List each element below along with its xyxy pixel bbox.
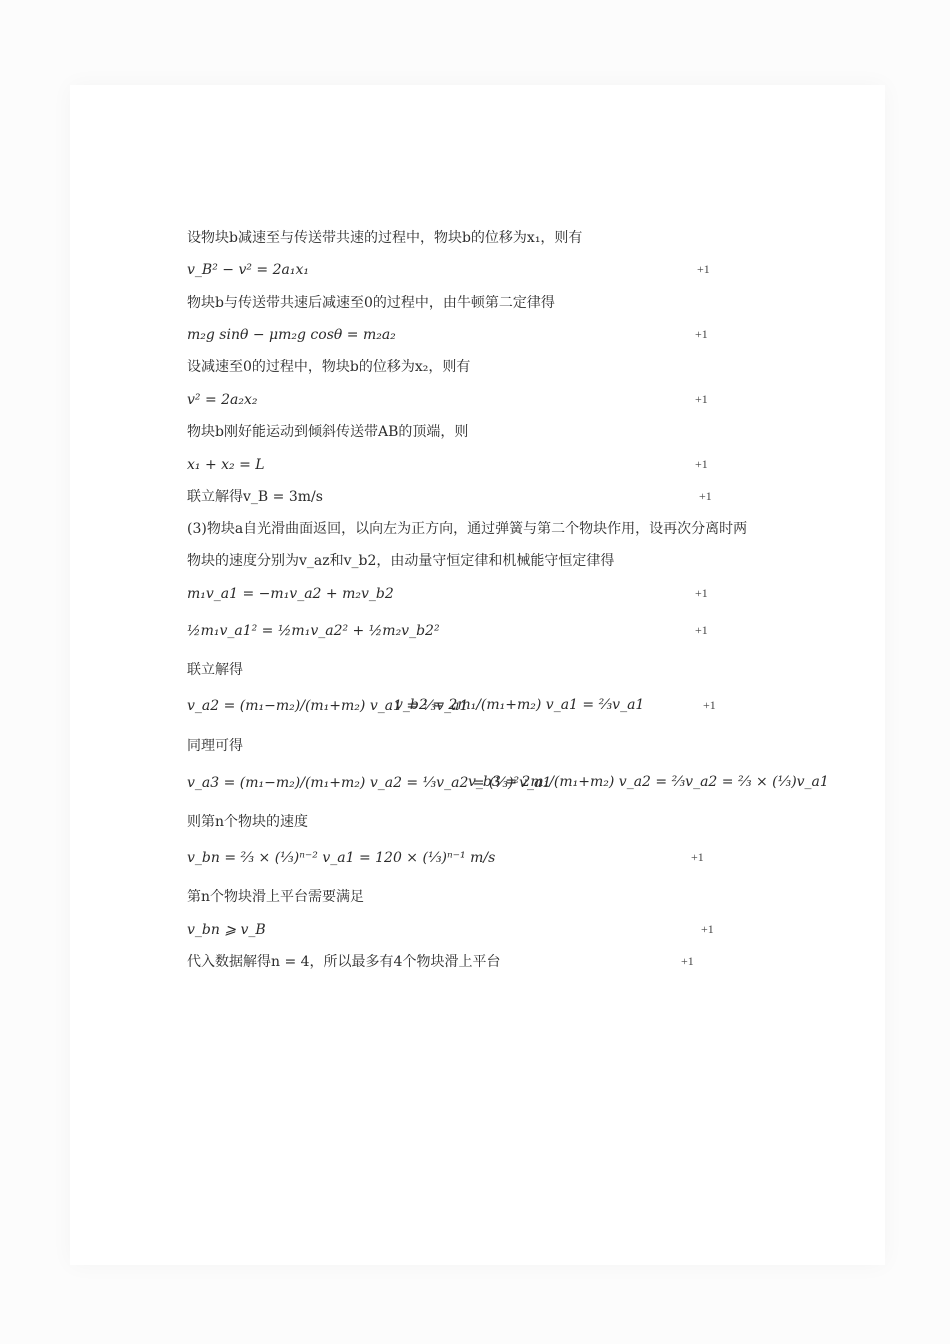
text-line: 代入数据解得n = 4，所以最多有4个物块滑上平台 xyxy=(187,954,501,970)
text-line: 同理可得 xyxy=(187,738,243,754)
score-mark: +1 xyxy=(695,392,708,406)
text-line: 物块b与传送带共速后减速至0的过程中，由牛顿第二定律得 xyxy=(187,295,555,311)
text-line: 物块的速度分别为v_az和v_b2，由动量守恒定律和机械能守恒定律得 xyxy=(187,553,615,569)
score-mark: +1 xyxy=(691,850,704,864)
equation-line: x₁ + x₂ = L xyxy=(187,457,265,473)
equation-column-2: v_b2 = 2m₁/(m₁+m₂) v_a1 = ⅔v_a1 xyxy=(395,697,645,713)
equation-line: v_a3 = (m₁−m₂)/(m₁+m₂) v_a2 = ⅓v_a2 = (⅓)²v_a1 xyxy=(187,775,552,791)
text-line: 第n个物块滑上平台需要满足 xyxy=(187,889,365,905)
score-mark: +1 xyxy=(703,698,716,712)
score-mark: +1 xyxy=(695,457,708,471)
text-line: 联立解得v_B = 3m/s xyxy=(187,489,323,505)
equation-line: v_a2 = (m₁−m₂)/(m₁+m₂) v_a1 = ⅓v_a1 xyxy=(187,698,469,714)
score-mark: +1 xyxy=(695,586,708,600)
score-mark: +1 xyxy=(697,262,710,276)
score-mark: +1 xyxy=(695,327,708,341)
text-line: 物块b刚好能运动到倾斜传送带AB的顶端，则 xyxy=(187,424,469,440)
equation-line: ½m₁v_a1² = ½m₁v_a2² + ½m₂v_b2² xyxy=(187,623,440,639)
equation-line: m₁v_a1 = −m₁v_a2 + m₂v_b2 xyxy=(187,586,394,602)
equation-line: v_B² − v² = 2a₁x₁ xyxy=(187,262,309,278)
score-mark: +1 xyxy=(699,489,712,503)
text-line: (3)物块a自光滑曲面返回，以向左为正方向，通过弹簧与第二个物块作用，设再次分离时两 xyxy=(187,521,748,537)
text-line: 则第n个物块的速度 xyxy=(187,814,309,830)
equation-line: v_bn ⩾ v_B xyxy=(187,922,266,938)
score-mark: +1 xyxy=(701,922,714,936)
text-line: 设减速至0的过程中，物块b的位移为x₂，则有 xyxy=(187,359,471,375)
equation-column-2: v_b3 = 2m₁/(m₁+m₂) v_a2 = ⅔v_a2 = ⅔ × (⅓)v_a1 xyxy=(468,774,829,790)
text-line: 设物块b减速至与传送带共速的过程中，物块b的位移为x₁，则有 xyxy=(187,230,583,246)
equation-line: v_bn = ⅔ × (⅓)ⁿ⁻² v_a1 = 120 × (⅓)ⁿ⁻¹ m/s xyxy=(187,850,496,866)
score-mark: +1 xyxy=(695,623,708,637)
score-mark: +1 xyxy=(681,954,694,968)
equation-line: v² = 2a₂x₂ xyxy=(187,392,258,408)
equation-line: m₂g sinθ − μm₂g cosθ = m₂a₂ xyxy=(187,327,396,343)
text-line: 联立解得 xyxy=(187,662,243,678)
